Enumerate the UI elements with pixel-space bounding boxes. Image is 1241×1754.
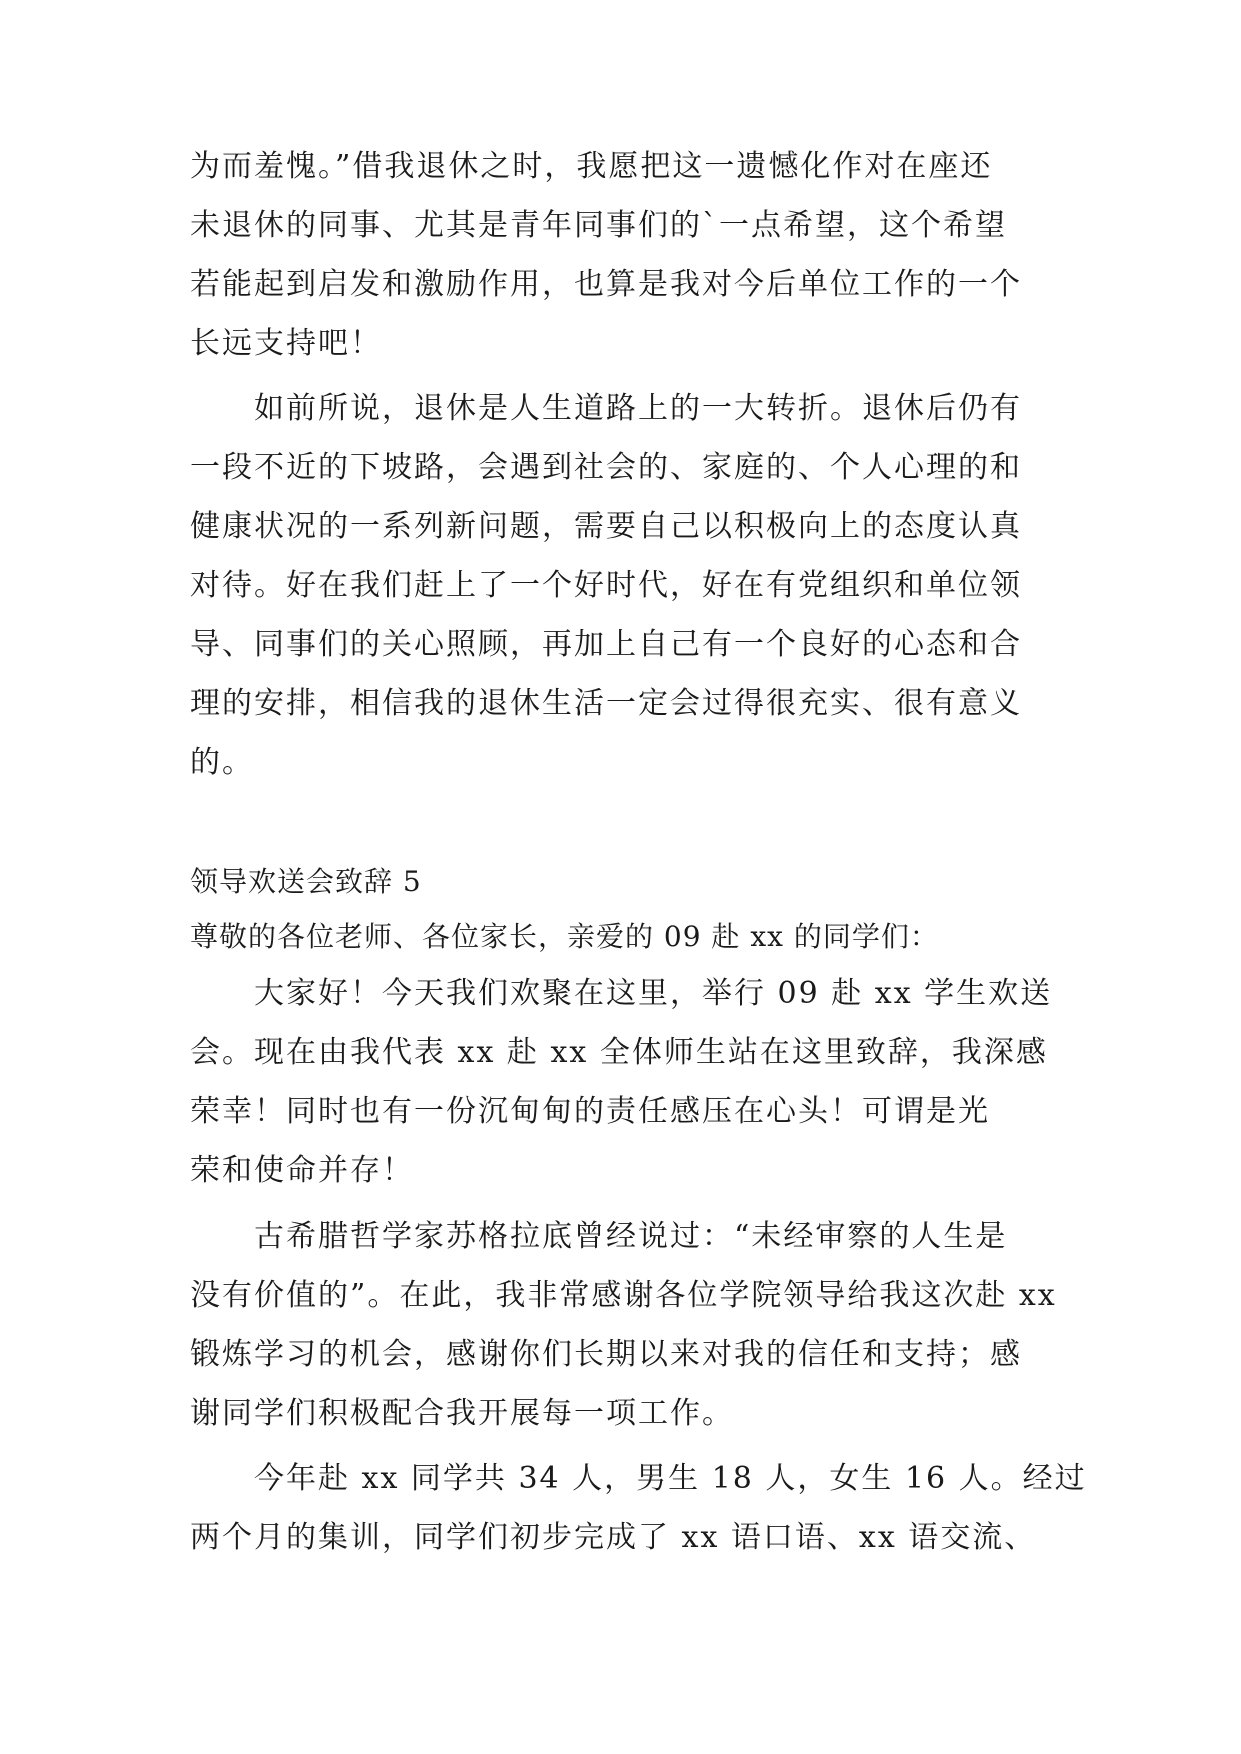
paragraph-line: 荣幸！同时也有一份沉甸甸的责任感压在心头！可谓是光: [190, 1094, 990, 1129]
paragraph-line: 谢同学们积极配合我开展每一项工作。: [190, 1396, 734, 1431]
paragraph-line: 会。现在由我代表 xx 赴 xx 全体师生站在这里致辞，我深感: [190, 1035, 1048, 1070]
paragraph-line: 健康状况的一系列新问题，需要自己以积极向上的态度认真: [190, 509, 1022, 544]
paragraph-line: 大家好！今天我们欢聚在这里，举行 09 赴 xx 学生欢送: [190, 976, 1053, 1011]
paragraph-line: 若能起到启发和激励作用，也算是我对今后单位工作的一个: [190, 267, 1022, 302]
paragraph-line: 锻炼学习的机会，感谢你们长期以来对我的信任和支持；感: [190, 1337, 1022, 1372]
paragraph-line: 荣和使命并存！: [190, 1153, 414, 1188]
paragraph-line: 古希腊哲学家苏格拉底曾经说过：“未经审察的人生是: [190, 1219, 1008, 1254]
paragraph-line: 长远支持吧！: [190, 326, 382, 361]
paragraph-line: 理的安排，相信我的退休生活一定会过得很充实、很有意义: [190, 686, 1022, 721]
paragraph-line: 一段不近的下坡路，会遇到社会的、家庭的、个人心理的和: [190, 450, 1022, 485]
paragraph-line: 为而羞愧。”借我退休之时，我愿把这一遗憾化作对在座还: [190, 149, 993, 184]
section-title: 领导欢送会致辞 5: [190, 865, 422, 898]
paragraph-line: 两个月的集训，同学们初步完成了 xx 语口语、xx 语交流、: [190, 1520, 1037, 1555]
paragraph-line: 今年赴 xx 同学共 34 人，男生 18 人，女生 16 人。经过: [190, 1461, 1087, 1496]
paragraph-line: 未退休的同事、尤其是青年同事们的`一点希望，这个希望: [190, 208, 1007, 243]
paragraph-line: 如前所说，退休是人生道路上的一大转折。退休后仍有: [190, 391, 1022, 426]
greeting-line: 尊敬的各位老师、各位家长，亲爱的 09 赴 xx 的同学们：: [190, 920, 939, 953]
paragraph-line: 的。: [190, 745, 254, 780]
paragraph-line: 没有价值的”。在此，我非常感谢各位学院领导给我这次赴 xx: [190, 1278, 1057, 1313]
paragraph-line: 对待。好在我们赶上了一个好时代，好在有党组织和单位领: [190, 568, 1022, 603]
paragraph-line: 导、同事们的关心照顾，再加上自己有一个良好的心态和合: [190, 627, 1022, 662]
